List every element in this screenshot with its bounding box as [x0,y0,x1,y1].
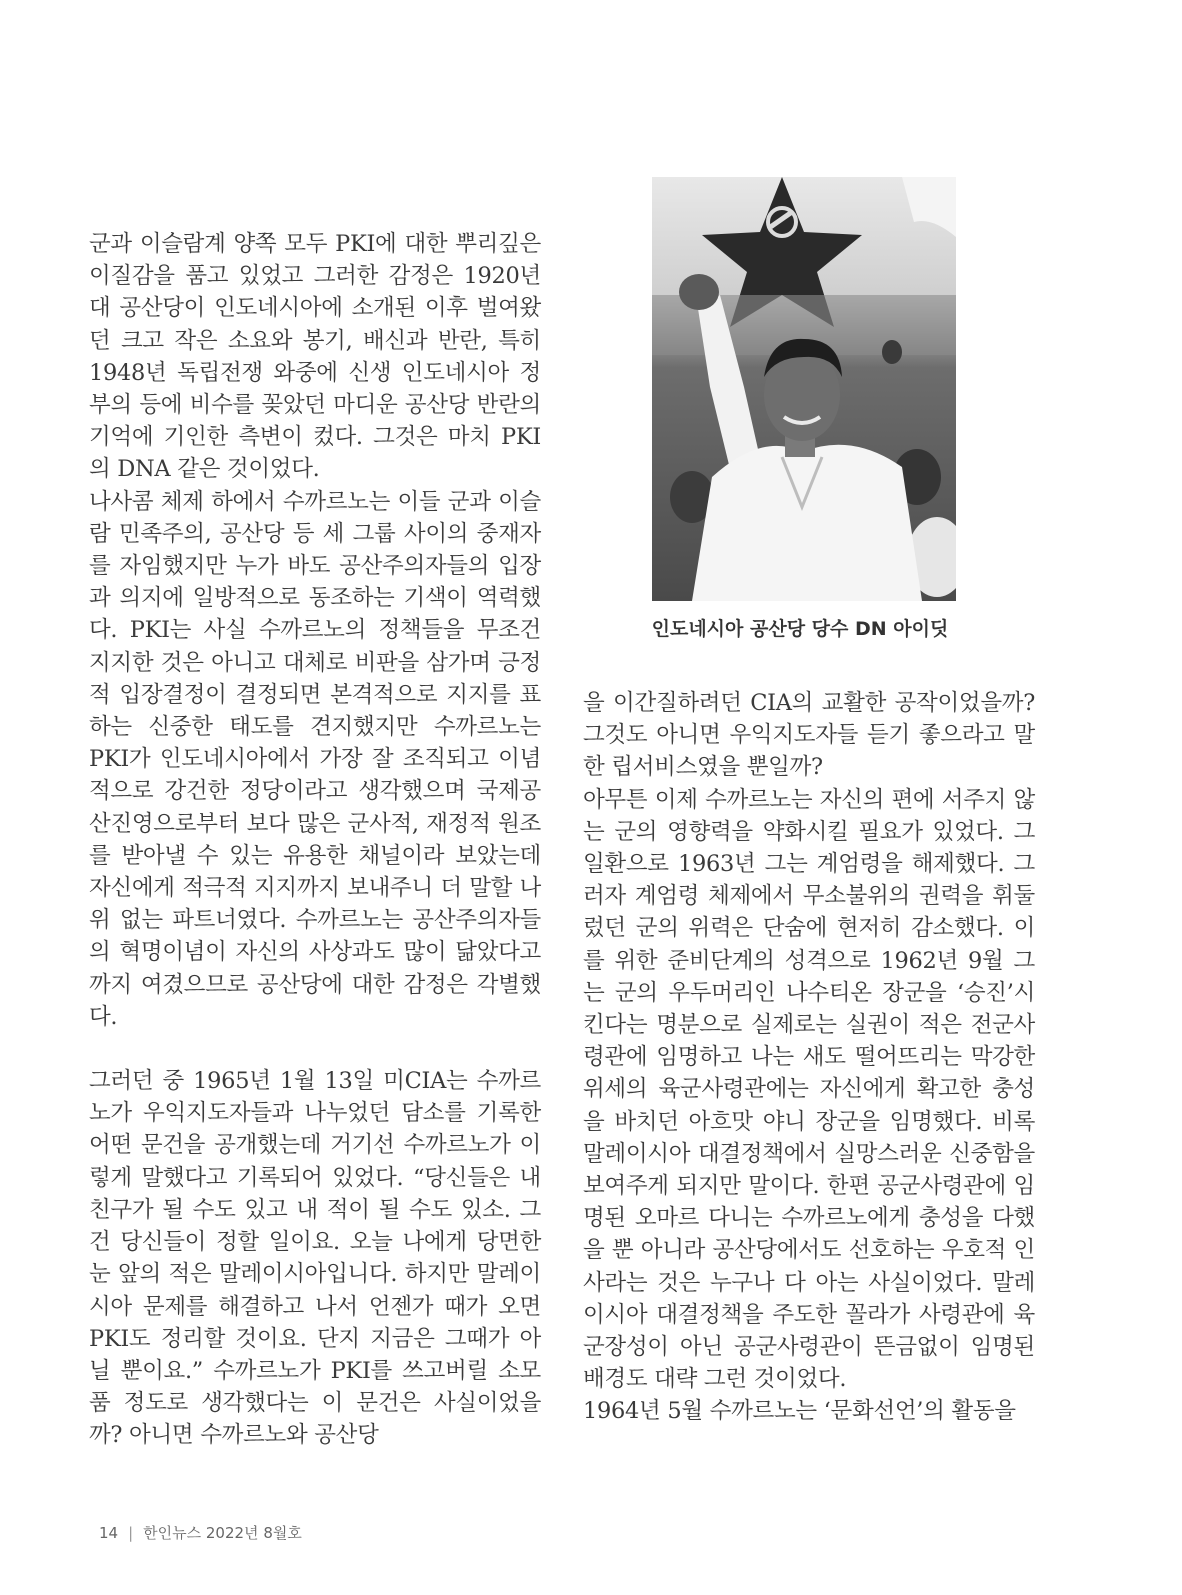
left-text-column [89,228,541,1452]
paragraph: 나사콤 체제 하에서 수까르노는 이들 군과 이슬람 민족주의, 공산당 등 세 그룹 사이의 중재자를 자임했지만 누가 바도 공산주의자들의 입장과 의지에 일방적으로 동조하는 기색이 역력했다. PKI는 사실 수까르노의 정책들을 무조건 지지한 것은 아니고 대체로 비판을 삼가며 긍정적 입장결정이 결정되면 본격적으로 지지를 표하는 신중한 태도를 견지했지만 수까르노는 PKI가 인도네시아에서 가장 잘 조직되고 이념적으로 강건한 정당이라고 생각했으며 국제공산진영으로부터 보다 많은 군사적, 재정적 원조를 받아낼 수 있는 유용한 채널이라 보았는데 자신에게 적극적 지지까지 보내주니 더 말할 나위 없는 파트너였다. 수까르노는 공산주의자들의 혁명이념이 자신의 사상과도 많이 닮았다고까지 여겼으므로 공산당에 대한 감정은 각별했다. [89,488,541,1030]
publication-title: 한인뉴스 2022년 8월호 [143,1524,302,1542]
paragraph: 1964년 5월 수까르노는 ‘문화선언’의 활동을 [583,1398,1016,1425]
page-number: 14 [99,1524,119,1542]
paragraph: 군과 이슬람계 양쪽 모두 PKI에 대한 뿌리깊은 이질감을 품고 있었고 그러한 감정은 1920년대 공산당이 인도네시아에 소개된 이후 벌여왔던 크고 작은 소요와 봉기, 배신과 반란, 특히 1948년 독립전쟁 와중에 신생 인도네시아 정부의 등에 비수를 꽂았던 마디운 공산당 반란의 기억에 기인한 측변이 컸다. 그것은 마치 PKI의 DNA 같은 것이었다. [89,231,541,483]
paragraph: 아무튼 이제 수까르노는 자신의 편에 서주지 않는 군의 영향력을 약화시킬 필요가 있었다. 그 일환으로 1963년 그는 계엄령을 해제했다. 그러자 계엄령 체제에서 무소불위의 권력을 휘둘렀던 군의 위력은 단숨에 현저히 감소했다. 이를 위한 준비단계의 성격으로 1962년 9월 그는 군의 우두머리인 나수티온 장군을 ‘승진’시킨다는 명분으로 실제로는 실권이 적은 전군사령관에 임명하고 나는 새도 떨어뜨리는 막강한 위세의 육군사령관에는 자신에게 확고한 충성을 바치던 아흐맛 야니 장군을 임명했다. 비록 말레이시아 대결정책에서 실망스러운 신중함을 보여주게 되지만 말이다. 한편 공군사령관에 임명된 오마르 다니는 수까르노에게 충성을 다했을 뿐 아니라 공산당에서도 선호하는 우호적 인사라는 것은 누구나 다 아는 사실이었다. 말레이시아 대결정책을 주도한 꼴라가 사령관에 육군장성이 아닌 공군사령관이 뜬금없이 임명된 배경도 대략 그런 것이었다. [583,786,1035,1393]
paragraph: 그러던 중 1965년 1월 13일 미CIA는 수까르노가 우익지도자들과 나누었던 담소를 기록한 어떤 문건을 공개했는데 거기선 수까르노가 이렇게 말했다고 기록되어 있었다. “당신들은 내 친구가 될 수도 있고 내 적이 될 수도 있소. 그건 당신들이 정할 일이요. 오늘 나에게 당면한 눈 앞의 적은 말레이시아입니다. 하지만 말레이시아 문제를 해결하고 나서 언젠가 때가 오면 PKI도 정리할 것이요. 단지 지금은 그때가 아닐 뿐이요.” 수까르노가 PKI를 쓰고버릴 소모품 정도로 생각했다는 이 문건은 사실이었을까? 아니면 수까르노와 공산당 [89,1068,541,1449]
footer-separator: | [128,1524,134,1542]
portrait-photo [652,177,956,601]
paragraph-gap [89,1033,541,1065]
right-text-column [583,687,1035,1428]
paragraph: 을 이간질하려던 CIA의 교활한 공작이었을까? 그것도 아니면 우익지도자들 듣기 좋으라고 말한 립서비스였을 뿐일까? [583,690,1035,781]
photo-caption: 인도네시아 공산당 당수 DN 아이딧 [651,618,949,640]
page-footer [99,1522,302,1543]
